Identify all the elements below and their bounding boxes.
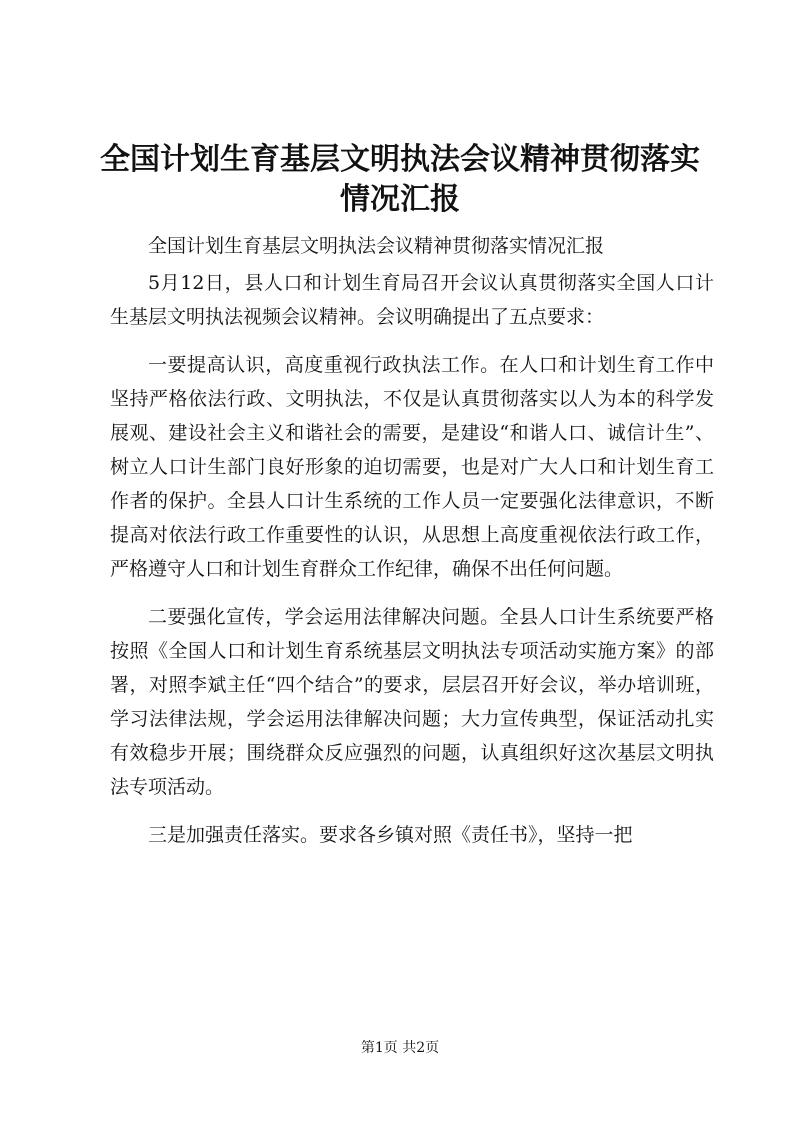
paragraph-point-one: 一要提高认识，高度重视行政执法工作。在人口和计划生育工作中坚持严格依法行政、文明执法，不仅是认真贯彻落实以人为本的科学发展观、建设社会主义和谐社会的需要，是建设“和谐人口、诚信计生”、树立人口计生部门良好形象的迫切需要，也是对广大人口和计划生育工作者的保护。全县人口计生系统的工作人员一定要强化法律意识，不断提高对依法行政工作重要性的认识，从思想上高度重视依法行政工作，严格遵守人口和计划生育群众工作纪律，确保不出任何问题。 <box>110 354 714 580</box>
page-footer: 第1页 共2页 <box>360 1040 440 1056</box>
paragraph-meeting-intro: 5月12日，县人口和计划生育局召开会议认真贯彻落实全国人口计生基层文明执法视频会议精神。会议明确提出了五点要求： <box>110 272 714 328</box>
document-title: 全国计划生育基层文明执法会议精神贯彻落实情况汇报 <box>100 142 700 217</box>
document-subtitle: 全国计划生育基层文明执法会议精神贯彻落实情况汇报 <box>148 235 605 257</box>
paragraph-point-two: 二要强化宣传，学会运用法律解决问题。全县人口计生系统要严格按照《全国人口和计划生育系统基层文明执法专项活动实施方案》的部署，对照李斌主任“四个结合”的要求，层层召开好会议，举办培训班，学习法律法规，学会运用法律解决问题；大力宣传典型，保证活动扎实有效稳步开展；围绕群众反应强烈的问题，认真组织好这次基层文明执法专项活动。 <box>110 606 714 798</box>
paragraph-point-three: 三是加强责任落实。要求各乡镇对照《责任书》，坚持一把 <box>148 824 633 846</box>
document-body <box>110 266 714 852</box>
